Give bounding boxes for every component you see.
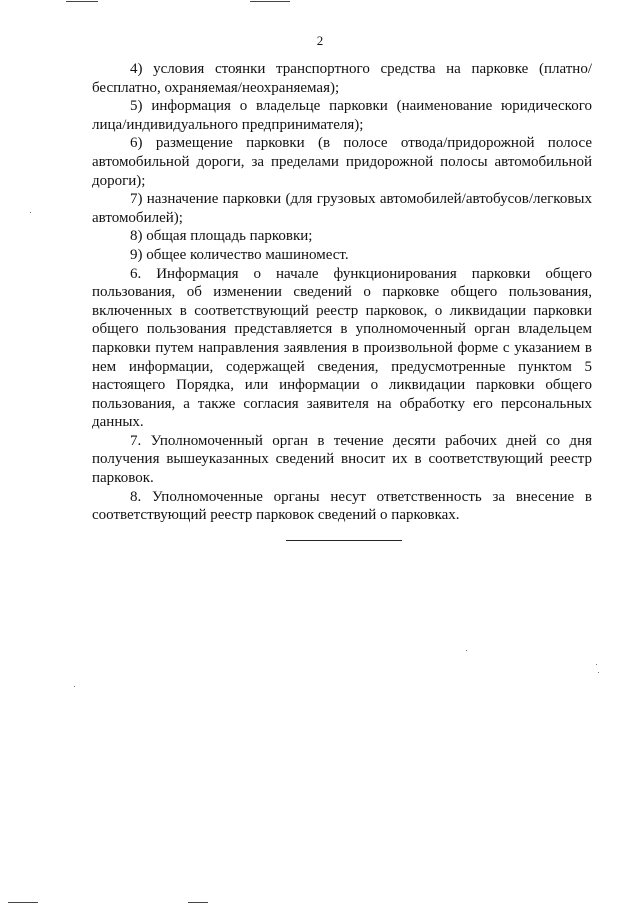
list-item-7: 7) назначение парковки (для грузовых автомобилей/автобусов/легковых автомобилей); <box>92 191 592 226</box>
list-item-4: 4) условия стоянки транспортного средства на парковке (платно/бесплатно, охраняемая/неохраняемая); <box>92 61 592 96</box>
scan-mark-top-left <box>66 1 98 2</box>
list-item-9: 9) общее количество машиномест. <box>130 246 349 263</box>
scan-mark-bottom-center <box>188 902 208 903</box>
scan-mark-bottom-left <box>8 902 38 903</box>
scan-mark-top-center <box>250 1 290 2</box>
clause-7: 7. Уполномоченный орган в течение десяти рабочих дней со дня получения вышеуказанных сведений вносит их в соответствующий реестр парковок. <box>92 432 592 487</box>
list-item-8: 8) общая площадь парковки; <box>130 228 313 245</box>
scan-speck <box>30 212 31 213</box>
scan-speck <box>466 650 467 651</box>
document-body <box>92 60 592 525</box>
clause-6: 6. Информация о начале функционирования парковки общего пользования, об изменении сведений о парковке общего пользования, включенных в соответствующий реестр парковок, о ликвидации парковки общего пользования представляется в уполномоченный орган владельцем парковки путем направления заявления в произвольной форме с указанием в нем информации, содержащей сведения, предусмотренные пунктом 5 настоящего Порядка, или информации о ликвидации парковки общего пользования, а также согласия заявителя на обработку его персональных данных. <box>92 265 592 431</box>
clause-8: 8. Уполномоченные органы несут ответственность за внесение в соответствующий реестр парковок сведений о парковках. <box>92 488 592 524</box>
end-of-text-rule <box>286 540 402 541</box>
list-item-6: 6) размещение парковки (в полосе отвода/придорожной полосе автомобильной дороги, за пределами придорожной полосы автомобильной дороги); <box>92 135 592 189</box>
scan-speck <box>598 672 599 673</box>
list-item-5: 5) информация о владельце парковки (наименование юридического лица/индивидуального предпринимателя); <box>92 98 592 133</box>
page-number: 2 <box>316 33 324 48</box>
scan-speck <box>74 686 75 687</box>
scan-speck <box>596 664 597 665</box>
